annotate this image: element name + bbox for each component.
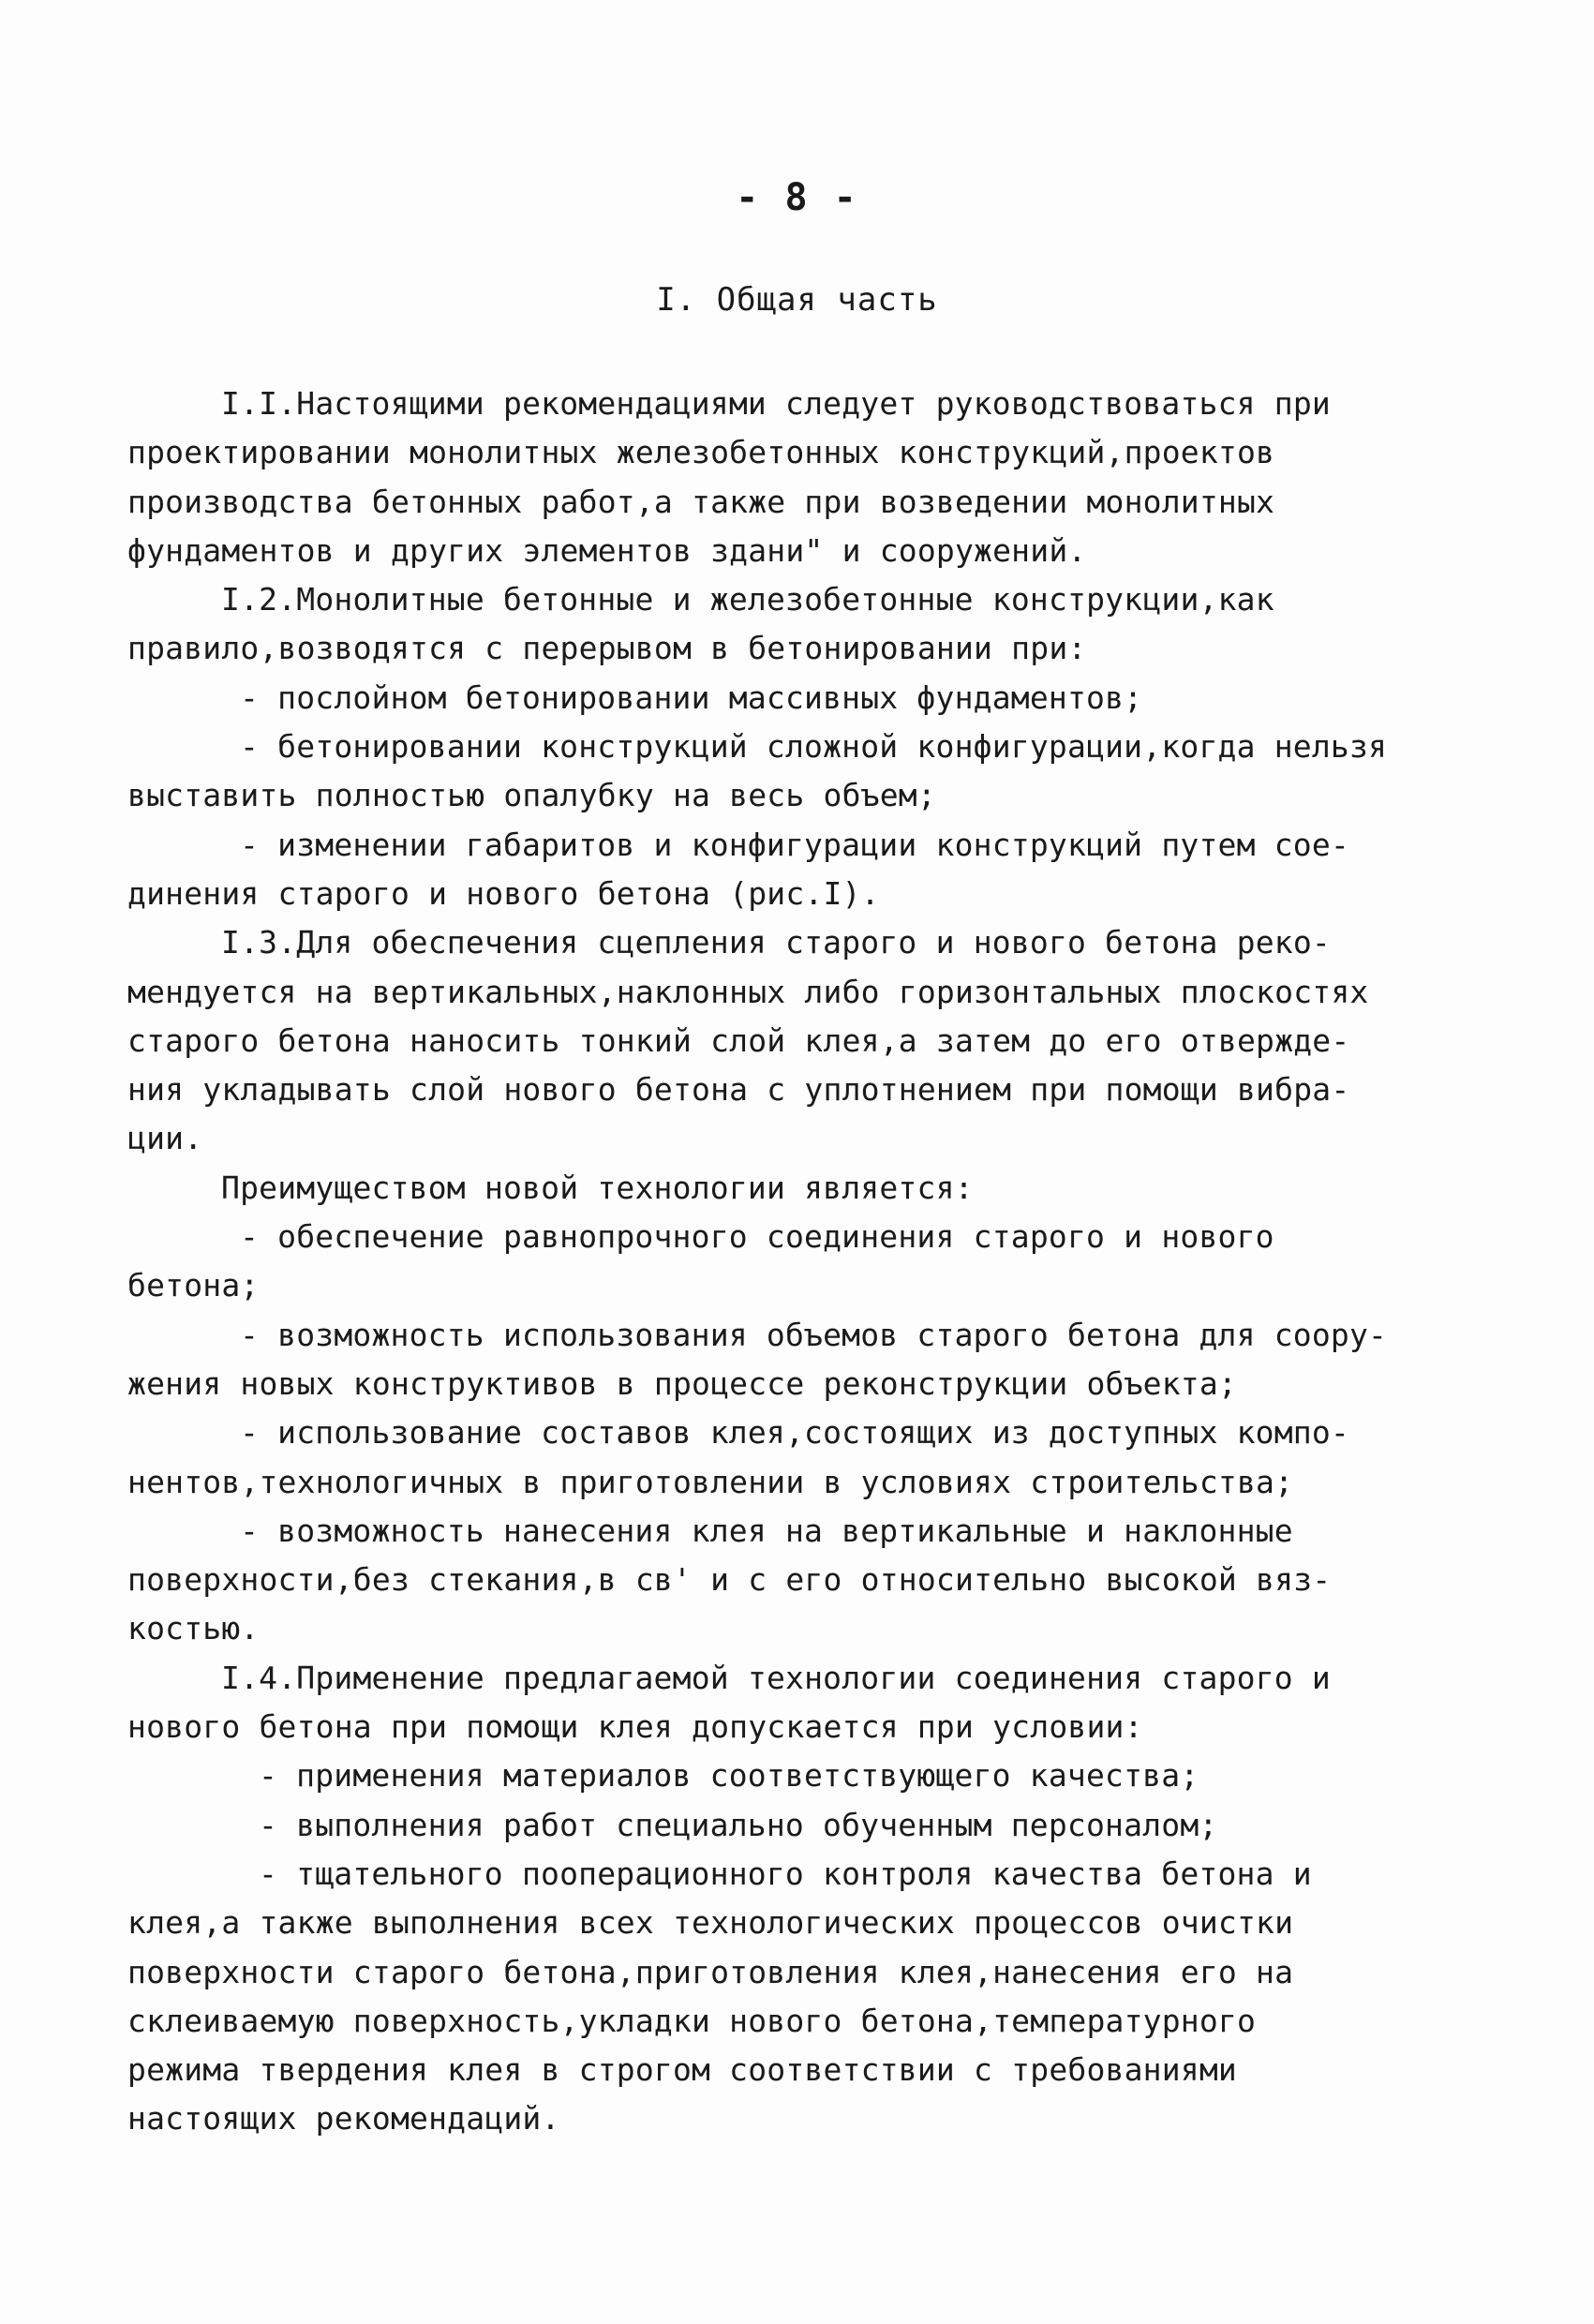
text-line: - бетонировании конструкций сложной конфигурации,когда нельзя [240,728,1388,766]
text-line: - изменении габаритов и конфигурации конструкций путем сое- [240,826,1349,863]
text-line: костью. [127,1610,260,1647]
text-line: склеиваемую поверхность,укладки нового бетона,температурного [127,2002,1257,2039]
text-line: - возможность использования объемов старого бетона для соору- [240,1316,1388,1353]
text-line: фундаментов и других элементов здани" и сооружений. [127,531,1087,569]
text-line: - обеспечение равнопрочного соединения старого и нового [240,1218,1274,1256]
text-line: - возможность нанесения клея на вертикальные и наклонные [240,1512,1293,1549]
text-line: ции. [127,1120,203,1157]
text-line: старого бетона наносить тонкий слой клея,а затем до его отвержде- [127,1021,1350,1059]
text-line: жения новых конструктивов в процессе реконструкции объекта; [127,1364,1237,1402]
body-text [127,380,1477,2144]
text-line: правило,возводятся с перерывом в бетонировании при: [127,630,1087,667]
text-line: I.I.Настоящими рекомендациями следует руководствоваться при [221,385,1331,422]
text-line: клея,а также выполнения всех технологических процессов очистки [127,1904,1294,1942]
text-line: - тщательного пооперационного контроля качества бетона и [259,1855,1312,1892]
text-line: - выполнения работ специально обученным персоналом; [259,1806,1218,1843]
text-line: - послойном бетонировании массивных фундаментов; [240,678,1143,716]
text-line: режима твердения клея в строгом соответствии с требованиями [127,2051,1237,2089]
text-line: настоящих рекомендаций. [127,2100,560,2138]
section-title: I. Общая часть [656,281,938,319]
text-line: нового бетона при помощи клея допускается при условии: [127,1708,1143,1746]
text-line: I.3.Для обеспечения сцепления старого и нового бетона реко- [221,924,1331,961]
text-line: Преимуществом новой технологии является: [221,1169,974,1206]
text-line: I.2.Монолитные бетонные и железобетонные конструкции,как [221,581,1274,618]
text-line: поверхности старого бетона,приготовления клея,нанесения его на [127,1953,1294,1990]
text-line: мендуется на вертикальных,наклонных либо горизонтальных плоскостях [127,973,1369,1010]
page-number: - 8 - [736,176,858,219]
text-line: I.4.Применение предлагаемой технологии соединения старого и [221,1659,1331,1696]
text-line: производства бетонных работ,а также при возведении монолитных [127,483,1275,520]
text-line: проектировании монолитных железобетонных конструкций,проектов [127,434,1275,471]
text-line: ния укладывать слой нового бетона с уплотнением при помощи вибра- [127,1071,1350,1109]
text-line: нентов,технологичных в приготовлении в условиях строительства; [127,1463,1294,1500]
text-line: поверхности,без стекания,в св' и с его относительно высокой вяз- [127,1561,1332,1599]
text-line: - применения материалов соответствующего качества; [259,1757,1199,1795]
text-line: выставить полностью опалубку на весь объем; [127,777,936,814]
text-line: бетона; [127,1267,260,1304]
text-line: - использование составов клея,состоящих из доступных компо- [240,1414,1349,1452]
text-line: динения старого и нового бетона (рис.I). [127,874,880,912]
